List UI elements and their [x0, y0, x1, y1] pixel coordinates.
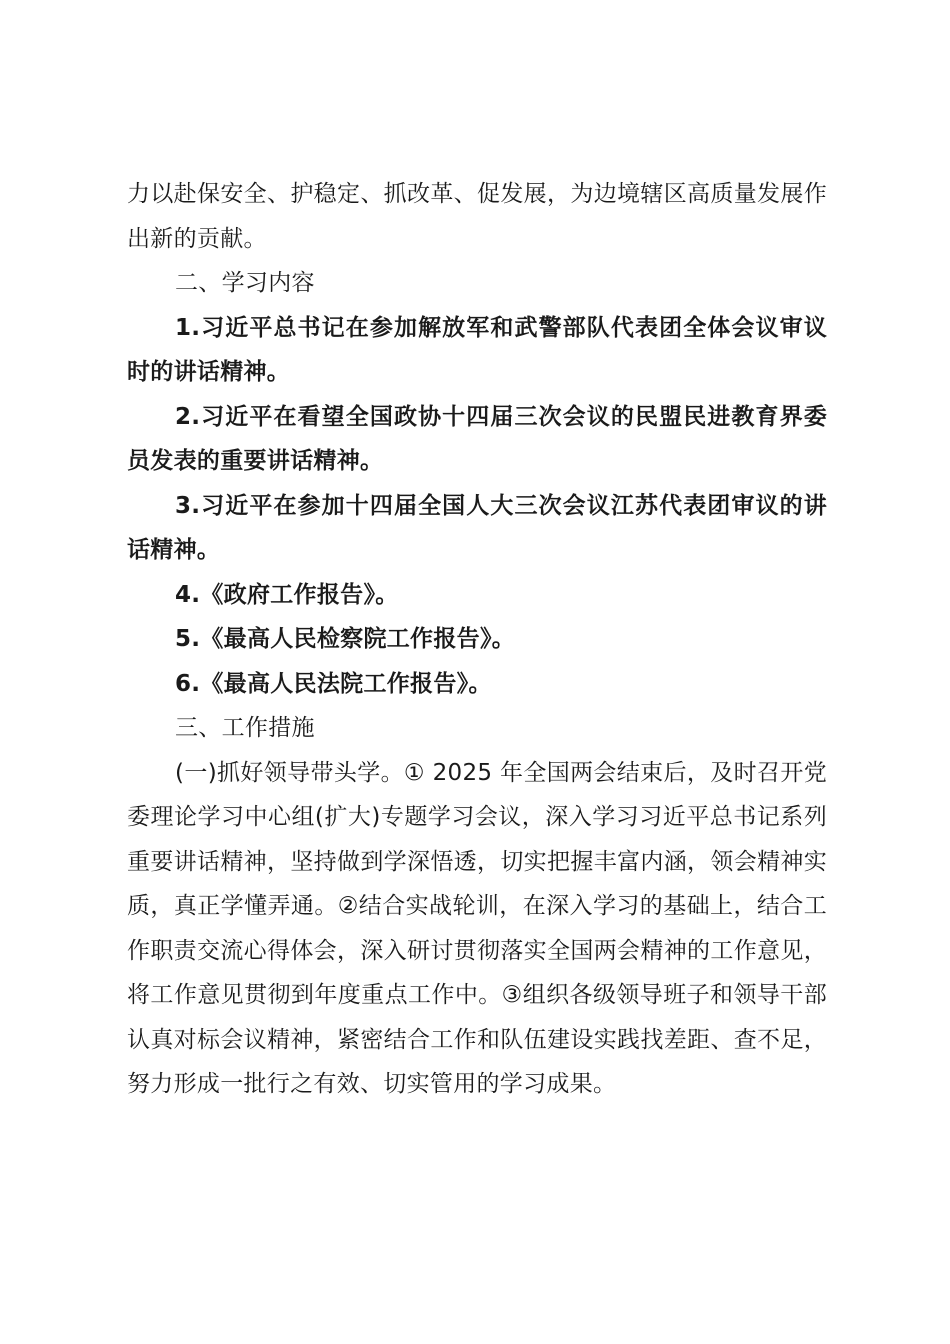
study-item-3: 3.习近平在参加十四届全国人大三次会议江苏代表团审议的讲话精神。 [127, 492, 827, 563]
section-heading-study-content: 二、学习内容 [175, 270, 315, 296]
study-item-6: 6.《最高人民法院工作报告》。 [175, 670, 492, 697]
study-item-2: 2.习近平在看望全国政协十四届三次会议的民盟民进教育界委员发表的重要讲话精神。 [127, 403, 827, 474]
document-body [127, 172, 827, 1107]
paragraph-leadership-study: (一)抓好领导带头学。① 2025 年全国两会结束后，及时召开党委理论学习中心组(扩大)专题学习会议，深入学习习近平总书记系列重要讲话精神，坚持做到学深悟透，切实把握丰富内涵，领会精神实质，真正学懂弄通。②结合实战轮训，在深入学习的基础上，结合工作职责交流心得体会，深入研讨贯彻落实全国两会精神的工作意见，将工作意见贯彻到年度重点工作中。③组织各级领导班子和领导干部认真对标会议精神，紧密结合工作和队伍建设实践找差距、查不足，努力形成一批行之有效、切实管用的学习成果。 [127, 759, 827, 1097]
paragraph-closing-text: 力以赴保安全、护稳定、抓改革、促发展，为边境辖区高质量发展作出新的贡献。 [127, 181, 827, 252]
study-item-4: 4.《政府工作报告》。 [175, 581, 399, 608]
study-item-1: 1.习近平总书记在参加解放军和武警部队代表团全体会议审议时的讲话精神。 [127, 314, 827, 385]
study-item-5: 5.《最高人民检察院工作报告》。 [175, 626, 516, 652]
section-heading-work-measures: 三、工作措施 [175, 715, 315, 741]
